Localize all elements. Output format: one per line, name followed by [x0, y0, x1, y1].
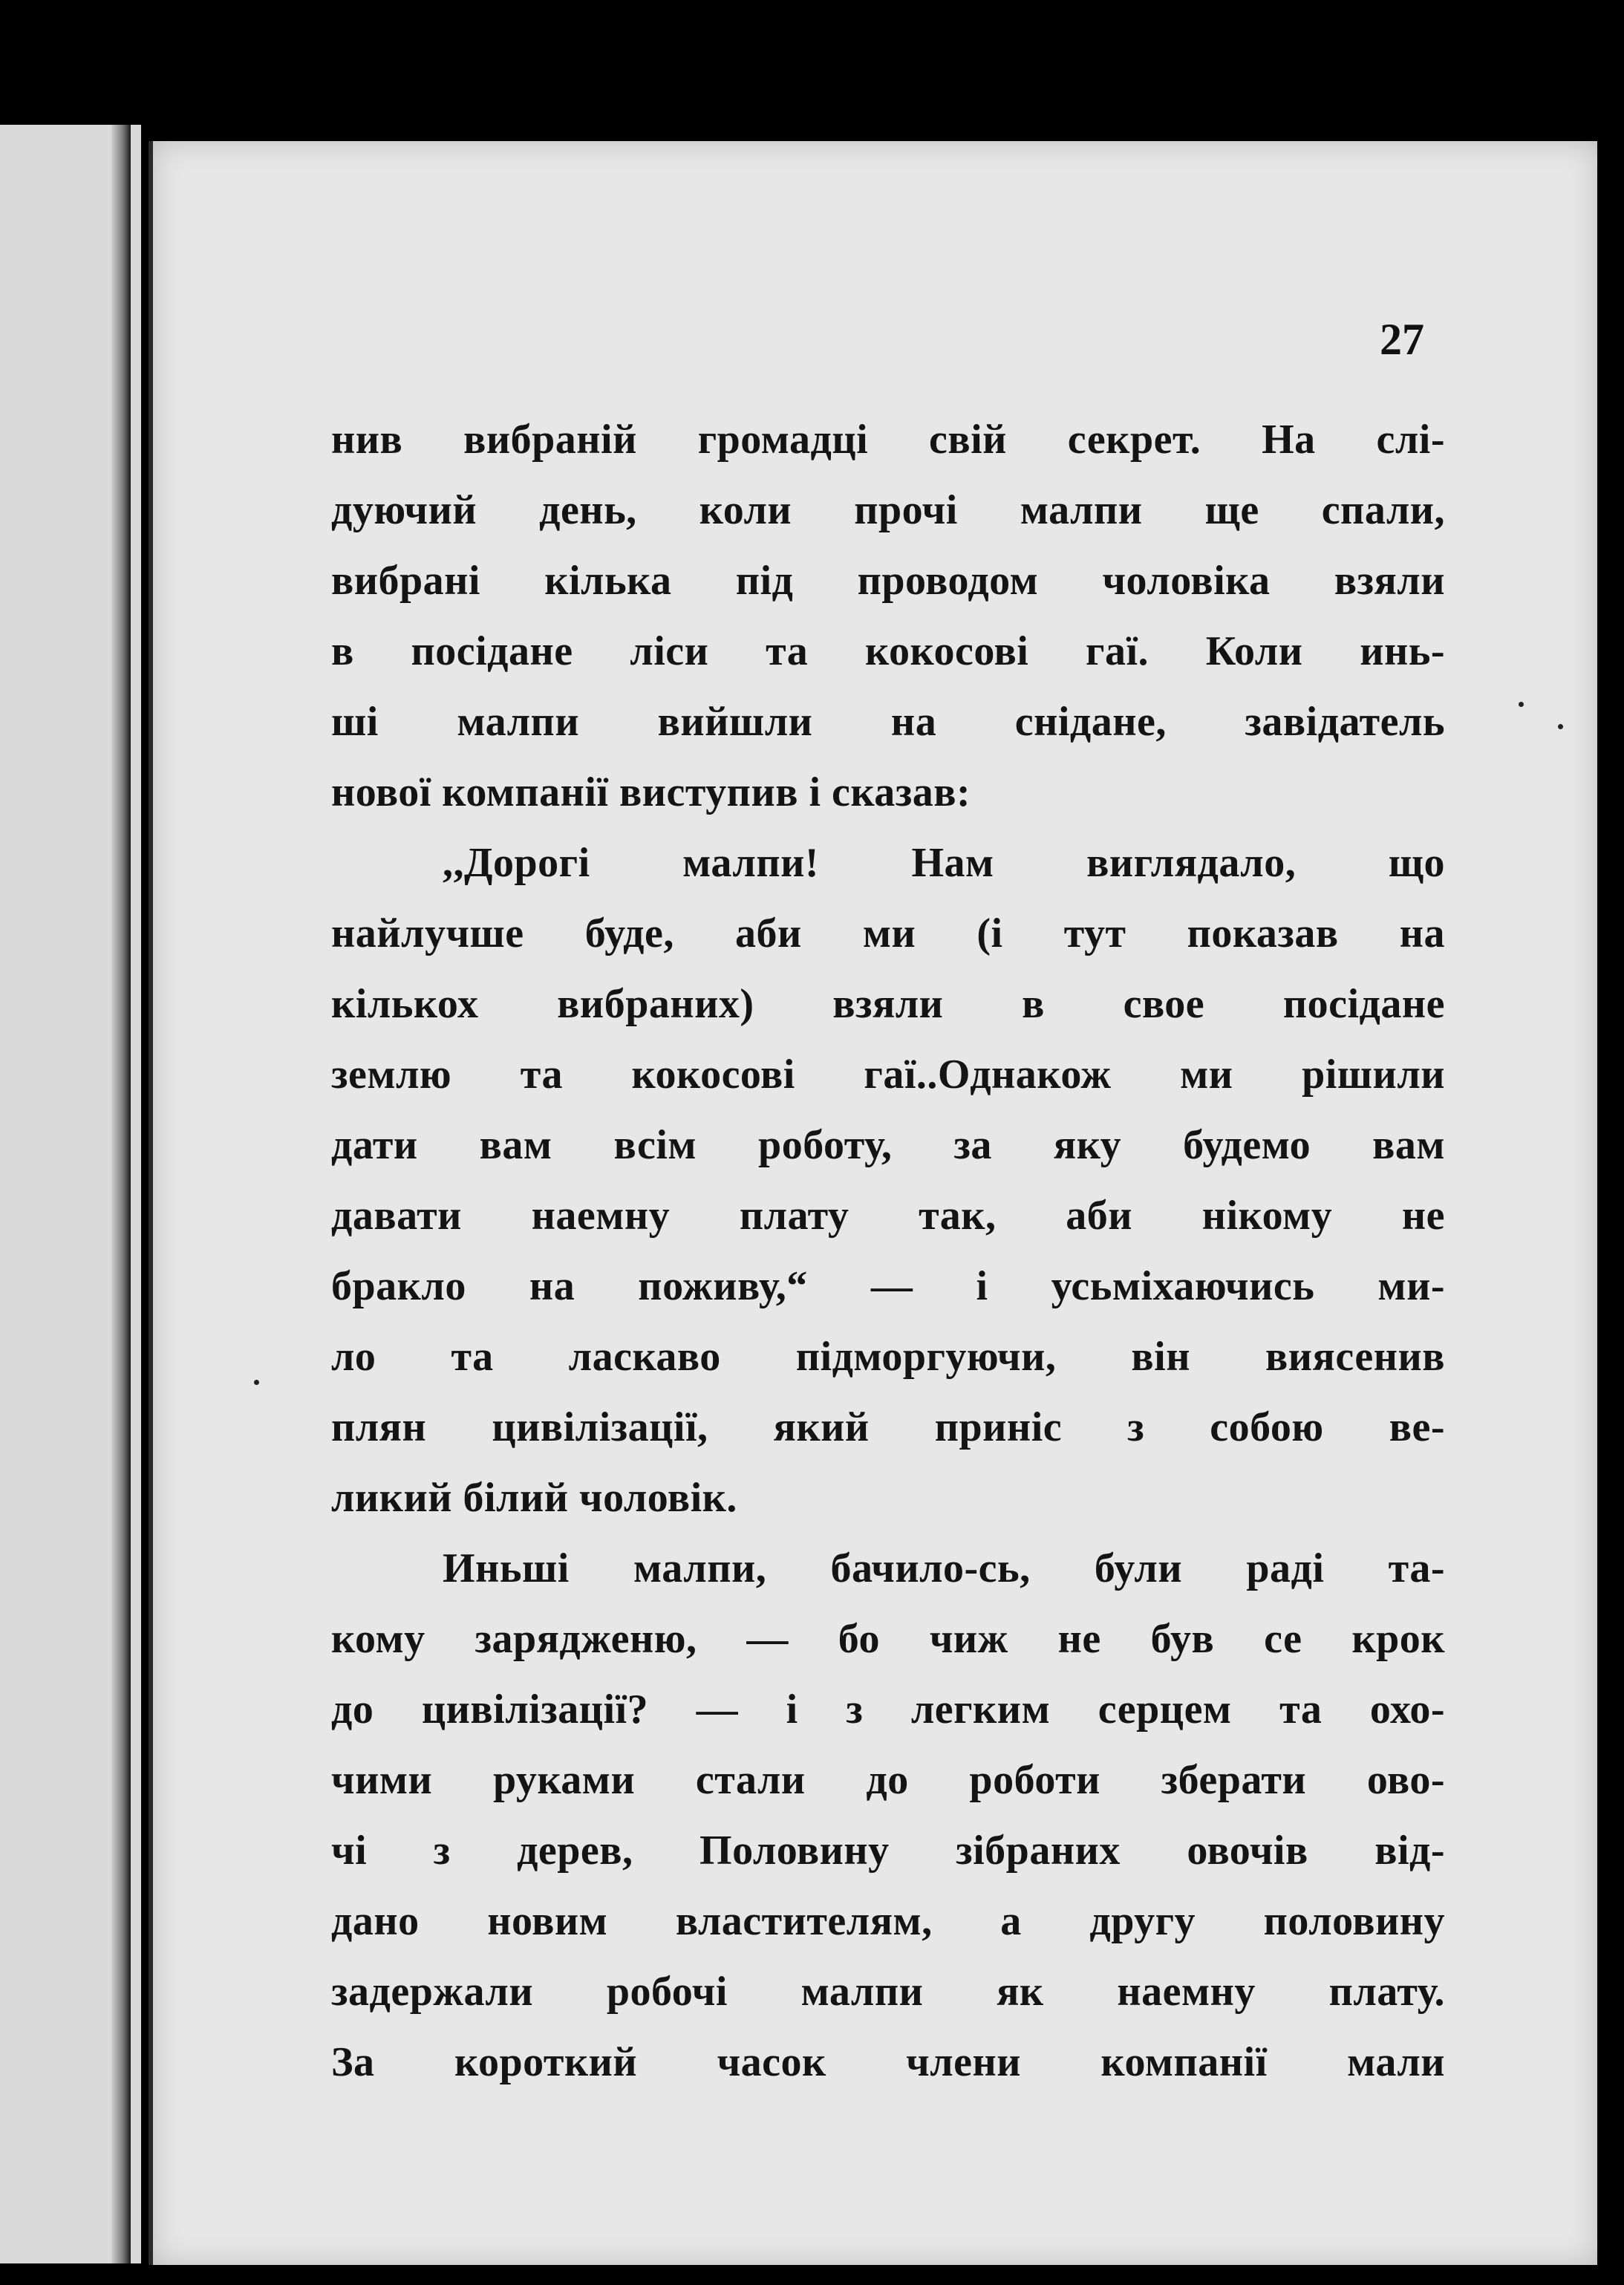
text-line: ло та ласкаво підморгуючи, він виясенив [331, 1334, 1445, 1380]
text-line: дати вам всім роботу, за яку будемо вам [331, 1122, 1445, 1168]
text-line: За короткий часок члени компанії мали [331, 2039, 1445, 2085]
text-line: нив вибраній громадці свій секрет. На слі- [331, 417, 1445, 463]
text-line: до цивілізації? — і з легким серцем та охо- [331, 1686, 1445, 1733]
book-gutter [111, 125, 131, 2263]
text-line: ,,Дорогі малпи! Нам виглядало, що [443, 840, 1445, 886]
text-line: найлучше буде, аби ми (і тут показав на [331, 910, 1445, 956]
print-speck [254, 1380, 259, 1385]
text-line: ші малпи вийшли на снідане, завідатель [331, 699, 1445, 745]
text-line: нової компанії виступив і сказав: [331, 769, 971, 815]
page-body-text [331, 405, 1445, 2098]
text-line: бракло на поживу,“ — і усьміхаючись ми- [331, 1263, 1445, 1309]
text-line: задержали робочі малпи як наемну плату. [331, 1969, 1445, 2015]
print-speck [1519, 702, 1524, 707]
page-number: 27 [1380, 315, 1424, 364]
text-line: Иньші малпи, бачило-сь, були раді та- [443, 1545, 1445, 1591]
text-line: землю та кокосові гаї..Однакож ми рішили [331, 1052, 1445, 1098]
text-line: вибрані кілька під проводом чоловіка взяли [331, 558, 1445, 604]
text-line: кому зарядженю, — бо чиж не був се крок [331, 1616, 1445, 1662]
text-line: дано новим властителям, а другу половину [331, 1898, 1445, 1944]
text-line: давати наемну плату так, аби нікому не [331, 1193, 1445, 1239]
text-line: чими руками стали до роботи зберати ово- [331, 1757, 1445, 1803]
text-line: плян цивілізації, який приніс з собою ве- [331, 1404, 1445, 1450]
text-line: кількох вибраних) взяли в свое посідане [331, 981, 1445, 1027]
text-line: дуючий день, коли прочі малпи ще спали, [331, 487, 1445, 533]
text-line: ликий білий чоловік. [331, 1475, 737, 1521]
print-speck [1558, 724, 1563, 729]
text-line: чі з дерев, Половину зібраних овочів від- [331, 1828, 1445, 1874]
text-line: в посідане ліси та кокосові гаї. Коли инь- [331, 628, 1445, 674]
